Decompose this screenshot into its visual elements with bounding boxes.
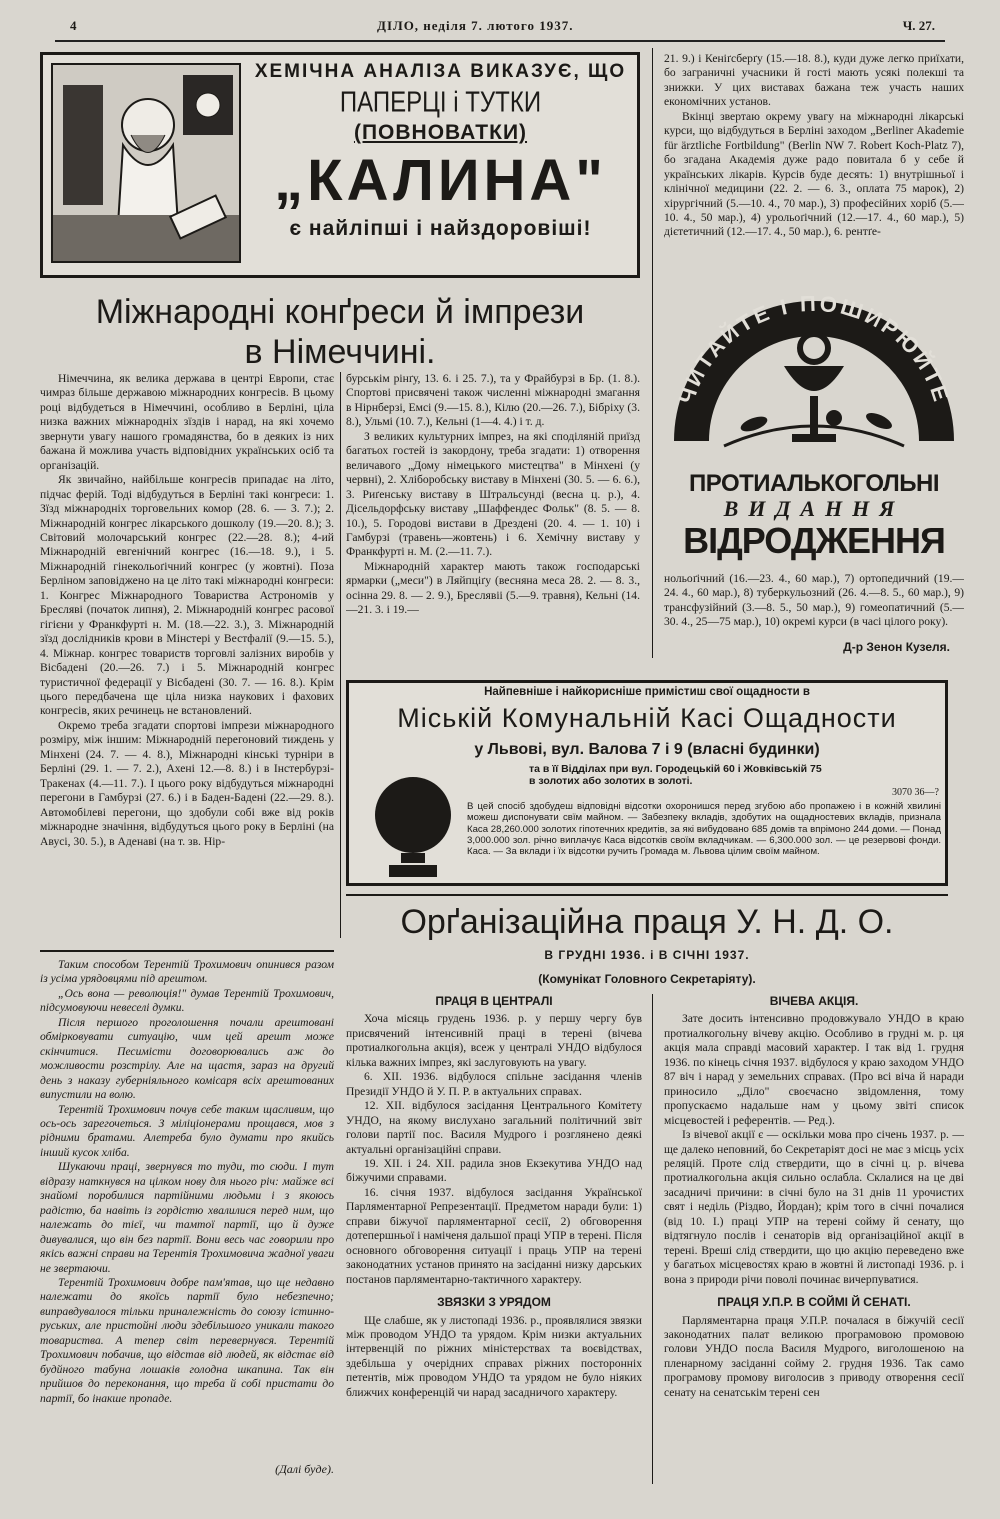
paragraph: Терентій Трохимович добре пам'ятав, що ще недавно належати до якоїсь партії було небезпечно; виправдувалося тільки приналежність до союзу істинно-руських, але пристойні люди здебільшого уникали такого товариства. А тепер світ перевернувся. Терентій Трохимович побачив, що відстав від людей, як відстає від будйного табуна лошаків голодна шкапина. Так він прийшов до переконання, що треба й собі пристати до партії, бо інакше пропаде. [40, 1275, 334, 1405]
arc-slogan: ЧИТАЙТЕ І ПОШИРЮЙТЕ [673, 296, 955, 407]
viche-heading: ВІЧЕВА АКЦІЯ. [769, 994, 859, 1008]
paragraph: Міжнародній характер мають також господарські ярмарки („меси") в Ляйпціґу (весняна меса 28. 2. — 8. 3., осінна 29. 8. — 2. 9.), Бреслявіі (5.—9. травня), Кельні (14.—21. 3. і 19.— [346, 559, 640, 617]
bank-advertisement [346, 680, 948, 886]
congress-headline [40, 292, 640, 372]
vidrodzhennia-line2: ВИДАННЯ [723, 496, 905, 521]
paragraph: Ще слабше, як у листопаді 1936. р., проявлялися звязки між проводом УНДО та урядом. Крім низки актуальних інтервенцій по ріжних міністерствах та воєвідствах, здебільша у очерідних справах ріжних посторонніх петентів, між проводом УНДО та урядом не було ніяких ближчих конференцій чи нарад засадничого характеру. [346, 1313, 642, 1399]
paragraph: Таким способом Терентій Трохимович опинився разом із усіма урядовцями під арештом. [40, 958, 334, 986]
column-divider [340, 372, 341, 938]
paragraph: Після першого проголошення почали арештовані обмірковувати ситуацію, чим цей арешт може скінчитися. Песимісти договорювались аж до можливости розстрілу. Але на щастя, зараз на другий день з наказу губерніяльного комісаря всіх арештованих випустили на волю. [40, 1015, 334, 1102]
congress-title-line1: Міжнародні конґреси й імпрези [95, 293, 585, 331]
chemist-illustration [51, 63, 241, 263]
issue-number: Ч. 27. [902, 18, 935, 33]
bank-top-line: Найпевніше і найкорисніше примістиш свої ощадности в [484, 686, 810, 698]
kalyna-ad-text [248, 61, 633, 241]
bank-title: Міській Комунальній Касі Ощадности [397, 703, 897, 733]
vidrodzhennia-line1: ПРОТИАЛЬКОГОЛЬНІ [689, 470, 939, 497]
paragraph: Як звичайно, найбільше конгресів припадає на літо, підчас ферій. Тоді відбудуться в Берліні такі конгреси: 1. Зїзд міжнародніх торговельних комор (28. 6. — 3. 7.); 2. Міжнародній конгрес лікарського дошколу (19.—20. 8.); 3. Світовий молочарський конгрес (22.—28. 8.); 4-ий Міжнародній евгенічний конгрес (16.—18. 9.), і 5. Міжнародній гінекольоґічний конгрес (у жовтні). Поза Берліном заповіджено на це літо такі міжнародні конгреси: 1. Конгрес Міжнародного Товариства Астрономів у Бресляві (початок липня), 2. Міжнародній конгрес расової гігієни у Франкфурті н. М. (18.—22. 3.), 3. Міжнародній зїзд дослідників крови в Мінстері у Вестфалії (9.—15. 5.), 4. Міжнар. конгрес товариств торговлі залізних виробів у Вісбадені (20.—26. 7.) і 5. Міжнародній конгрес туристичної федерації у Вісбадені (30. 7. — 16. 8.). Крім цього передбачена ще ціла низка наукових і фахових конгресів, яких речинець не встановлений. [40, 473, 334, 718]
paragraph: 19. XII. і 24. XII. радила знов Екзекутива УНДО над біжучими справами. [346, 1156, 642, 1185]
undo-subtitle-2: (Комунікат Головного Секретаріяту). [538, 972, 756, 986]
undo-column-right [664, 994, 964, 1494]
central-heading: ПРАЦЯ В ЦЕНТРАЛІ [435, 994, 553, 1008]
undo-title: Орґанізаційна праця У. Н. Д. О. [400, 903, 894, 941]
undo-column-left [346, 994, 642, 1494]
paragraph: Окремо треба згадати спортові імпрези міжнародного розміру, між іншим: Міжнародній перегоновий тиждень у Мінхені (24. 7. — 4. 8.), Міжнародні кінські турніри в Берліні (29. 1. — 7. 2.), Ахені 12.—8. 8.) і в Інстербурзі-Тракенах (4.—11. 7.). І цього року відбудуться міжнародні перегони в Гамбурзі (27. 6.) і в Баден-Бадені (22.—29. 8.). Автомобілеві перегони, що здобули собі вже від років міжнародне значіння, відбудуться цього року в Берліні (на Авусі, 30. 5.), в Аденаві (на т. зв. Нір- [40, 718, 334, 848]
section-divider [40, 950, 334, 952]
chalice-icon [664, 296, 964, 466]
paragraph: Шукаючи праці, звернувся то туди, то сюди. І тут відразу наткнувся на цілком нову для нього річ: майже всі знайомі поробилися партійними людьми і з якоюсь радістю, ба навіть із гордістю хвалилися перед ним, що належать до тієї, чи тамтої партії, що й дуже дивувалися, що він без партії. Вони весь час говорили про якісь важні справи на Терентія Трохимовича жадної уваги не звертаючи. [40, 1160, 334, 1275]
congress-signature: Д-р Зенон Кузеля. [843, 640, 950, 654]
masthead [55, 16, 945, 42]
paragraph: Хоча місяць грудень 1936. р. у першу чергу був присвячений інтенсивній праці в терені (вічева протиалкогольна акція), всеж у централі УНДО відбулося кілька важних імпрез, які заслуговують на увагу. [346, 1012, 642, 1069]
masthead-title: ДІЛО, неділя 7. лютого 1937. [377, 18, 574, 33]
section-divider [346, 894, 948, 896]
page-number: 4 [70, 18, 77, 33]
paragraph: Зате досить інтенсивно продовжувало УНДО в краю протиалкогольну вічеву акцію. Особливо в грудні м. р. ця акція мала справді масовий характер. І так від 1. грудня 1936. по кінець січня 1937. відбулося у краю заходом УНДО 87 віч і нарад у земельних справах. (Про всі віча й наради приносило „Діло" своєчасно звідомлення, тому пропускаємо надальше нам у цьому звіті список місцевостей і референтів. — Ред.). [664, 1012, 964, 1127]
paragraph: Парляментарна праця У.П.Р. почалася в біжучій сесії законодатних палат великою програмовою промовою голови УНДО посла Василя Мудрого, виголошеною на пленарному засіданні сойму 2. грудня 1936. Так само програмову промову виголосив з приводу отворення сесії сенату на сенатськім терені сен [664, 1313, 964, 1399]
bank-body: В цей спосіб здобудеш відповідні відсотки охоронишся перед згубою або пропажею і в кожній хвилині можеш диспонувати свїм майном. — Забезпеку вкладів, здобутих на ощадностевих вкладів, признала Каса 28,260.000 золотих гіпотечних кредитів, за які вибудовано 685 домів та впрімоно 244 доми. — Понад 3,000.000 зол. річно виплачує Каса відсотків своїм вкладчикам. — 6,300.000 зол. — це резервові фонди. Каса. — За вклади і їх відсотки ручить Громада м. Львова цілим своїм майном. [467, 801, 941, 858]
vidrodzhennia-line3: ВІДРОДЖЕННЯ [683, 520, 945, 561]
novel-column [40, 958, 334, 1468]
sejm-heading: ПРАЦЯ У.П.Р. В СОЙМІ Й СЕНАТІ. [717, 1295, 911, 1310]
congress-column-3-top [664, 52, 964, 290]
bank-phone: 3070 36—? [892, 787, 939, 798]
government-heading: ЗВЯЗКИ З УРЯДОМ [437, 1295, 551, 1310]
paragraph: Із вічевої акції є — оскільки мова про січень 1937. р. — ще далеко неповний, бо Секретаріят досі не має з місць усіх реляцій. Проте слід ствердити, що в січні ц. р. вічева протиалкогольна акція сильно ослабла. Склалися на це дві засадничі причини: в січні було на 31 днів 11 урочистих свят і неділь (Різдво, Йордан); крім того в січні почалися (від 10. I.) праці УПР на терені сойму й сенату, що відтягнуло послів і сенаторів від організаційної акції в терені. Вреші слід ствердити, що цю акцію переведено вже у багатьох місцевостях краю в жовтні й листопаді 1936. р. і вона з природи річи поволі починає вичерпуватися. [664, 1128, 964, 1286]
paragraph: З великих культурних імпрез, на які споділяній приїзд багатьох гостей із закордону, треба згадати: 1) отворення величавого „Дому німецького мистецтва" в Мінхені (у червні), 2. Хліборобську виставу в Мінхені (30. 5. — 6. 6.), 3. Риґенську виставу в Штральсунді (весна ц. р.), 4. Дісельдорфську виставу „Шаффендес Фольк" (8. 5. — 8. 10.), 5. Городові вистави в Дрездені (20. 4. — 1. 10) і Гамбурзі (травень—жовтень) і 6. Хемічну виставу у Франкфурті н. М. (2.—11. 7.). [346, 429, 640, 559]
bank-branches-line2: в золотих або золотих в золоті. [529, 775, 693, 787]
bank-branches-line1: та в її Відділах при вул. Городецькій 60 і Жовківській 75 [529, 763, 822, 775]
kalyna-advertisement [40, 52, 640, 278]
kalyna-brand: „КАЛИНА" [274, 148, 607, 213]
chemist-icon [53, 65, 239, 261]
bank-emblem-icon [367, 769, 467, 879]
paragraph: Терентій Трохимович почув себе таким щасливим, що ось-ось зарегочеться. З міліціонерами прощався, мов з рідними братами. Алетреба було думати про якийсь інший кусок хліба. [40, 1102, 334, 1159]
bank-address: у Львові, вул. Валова 7 і 9 (власні будинки) [474, 741, 820, 758]
column-divider [652, 994, 653, 1484]
continued-note: (Далі буде). [275, 1462, 334, 1476]
paragraph: Німеччина, як велика держава в центрі Европи, стає чимраз більше державою міжнародних конгресів. В цьому році відбудеться в Німеччині, особливо в Берліні, ціла низка важних міжнародніх зїздів і нарад, на які хочемо звернути увагу нашого громадянства, бо в деяких із них бажана й можлива участь відповідних українських осіб та організацій. [40, 372, 334, 472]
paragraph: „Ось вона — революція!" думав Терентій Трохимович, підсумовуючи невеселі думки. [40, 986, 334, 1015]
congress-column-1 [40, 372, 334, 938]
kalyna-line1: ХЕМІЧНА АНАЛІЗА ВИКАЗУЄ, ЩО [254, 61, 627, 82]
vidrodzhennia-advertisement [664, 296, 964, 566]
congress-column-2 [346, 372, 640, 664]
kalyna-slogan: є найліпші і найздоровіші! [289, 217, 592, 240]
column-divider [652, 48, 653, 658]
paragraph: 6. XII. 1936. відбулося спільне засідання членів Президії УНДО й У. П. Р. в актуальних справах. [346, 1070, 642, 1098]
paragraph: 16. січня 1937. відбулося засідання Української Парляментарної Репрезентації. Предметом наради були: 1) справи біжучої парляментарної сесії, 2) обговорення дотепершньої і наміченя дальшої праці УПР в терені. Після основного обговорення ситуації і праць УПР на терені законодатних установ принято на засіданні низку дарських постанов парляментарно-тактичного характеру. [346, 1185, 642, 1286]
undo-subtitle: В ГРУДНІ 1936. і В СІЧНІ 1937. [544, 948, 750, 962]
congress-column-3-bottom [664, 572, 964, 634]
congress-title-line2: в Німеччині. [244, 333, 436, 371]
paragraph: бурськім рінґу, 13. 6. і 25. 7.), та у Фрайбурзі в Бр. (1. 8.). Спортові присвячені також численні міжнародні змагання в Нірнберзі, Емсі (9.—15. 8.), Кілю (20.—26. 7.), Бібріху (3. 8.), Ульмі (10. 7.), Кельні (1—4. 4.) і т. д. [346, 372, 640, 429]
paragraph: 21. 9.) і Кеніґсберґу (15.—18. 8.), куди дуже легко приїхати, бо заграничні учасники й гості мають усякі полекші та знижки. У цих виставах бажана теж участь наших економічних установ. [664, 52, 964, 109]
kalyna-line2: ПАПЕРЦІ і ТУТКИ [339, 86, 542, 119]
kalyna-line3: (ПОВНОВАТКИ) [353, 121, 528, 144]
paragraph: нольоґічний (16.—23. 4., 60 мар.), 7) ортопедичний (19.—24. 4., 60 мар.), 8) туберкульозний (26. 4.—8. 5., 60 мар.), 9) трансфузійний (3.—8. 5., 50 мар.), 9) гомеопатичний (5.—30. 4., 25—75 мар.), 10) окремі курси (в часі цілого року). [664, 572, 964, 629]
paragraph: Вкінці звертаю окрему увагу на міжнародні лікарські курси, що відбудуться в Берліні заходом „Berliner Akademie für ärztliche Fortbildung" (Berlin NW 7. Robert Koch-Platz 7), бо згадана Академія дуже радо повитала б у себе й українських лікарів. Курсів буде десять: 1) внутрішньої і клінічної медицини (22. 2. — 6. 3., оплата 75 марок), 2) хірургічний (5.—10. 4., 70 мар.), 3) професійних хоріб (5.—10. 4., 50 мар.), 4) урольоґічний (12.—17. 4., 60 мар.), 5) дієтетичний (12.—17. 4., 50 мар.), 6. рентґе- [664, 109, 964, 239]
bank-branches [529, 763, 939, 787]
paragraph: 12. XII. відбулося засідання Центрального Комітету УНДО, на якому вислухано загальний політичний звіт голови партії пос. Василя Мудрого і розглянено деякі актуальні організаційні справи. [346, 1099, 642, 1156]
